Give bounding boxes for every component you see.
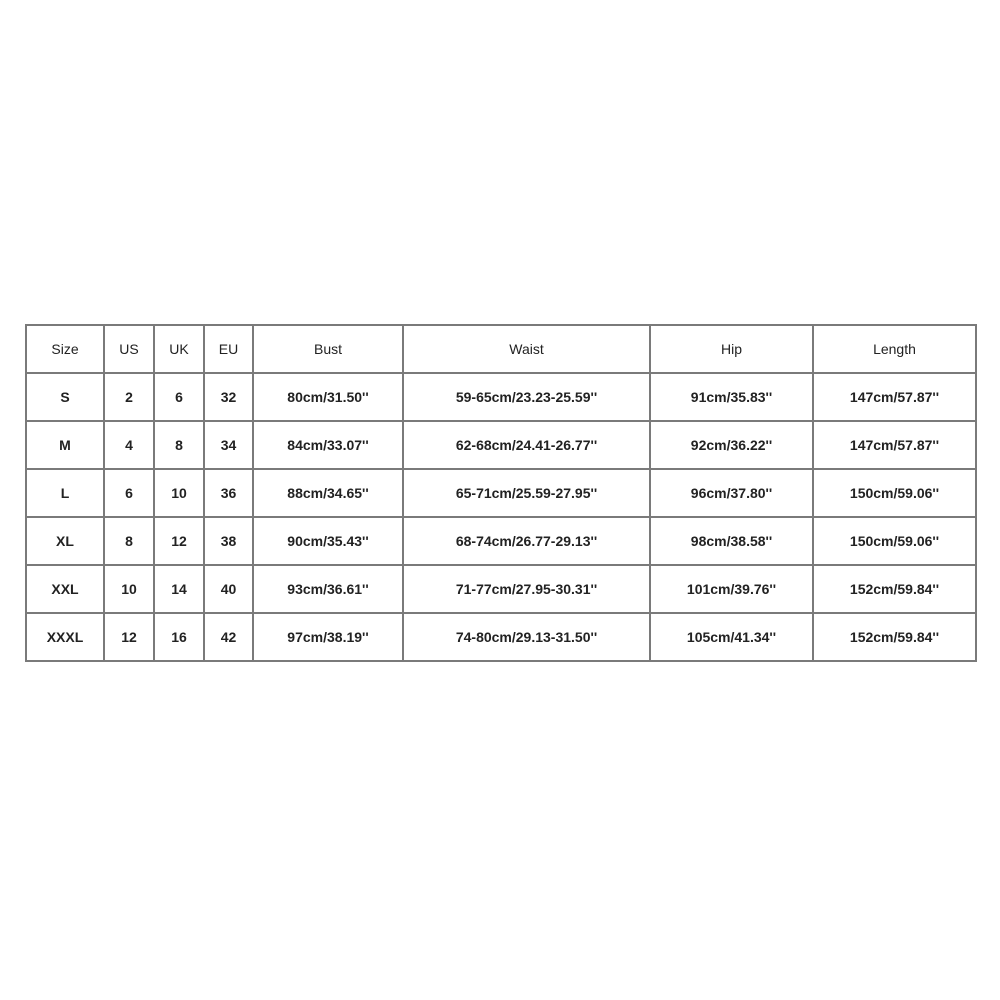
cell-length: 147cm/57.87''	[813, 421, 976, 469]
cell-bust: 80cm/31.50''	[253, 373, 403, 421]
cell-eu: 42	[204, 613, 253, 661]
cell-us: 10	[104, 565, 154, 613]
cell-hip: 101cm/39.76''	[650, 565, 813, 613]
header-cell-waist: Waist	[403, 325, 650, 373]
cell-bust: 88cm/34.65''	[253, 469, 403, 517]
cell-eu: 38	[204, 517, 253, 565]
cell-length: 152cm/59.84''	[813, 565, 976, 613]
cell-bust: 93cm/36.61''	[253, 565, 403, 613]
cell-hip: 91cm/35.83''	[650, 373, 813, 421]
cell-length: 150cm/59.06''	[813, 469, 976, 517]
cell-length: 147cm/57.87''	[813, 373, 976, 421]
cell-us: 12	[104, 613, 154, 661]
cell-uk: 10	[154, 469, 204, 517]
cell-us: 2	[104, 373, 154, 421]
cell-waist: 71-77cm/27.95-30.31''	[403, 565, 650, 613]
cell-uk: 16	[154, 613, 204, 661]
table-row	[26, 469, 976, 517]
cell-bust: 97cm/38.19''	[253, 613, 403, 661]
table-row	[26, 421, 976, 469]
cell-bust: 90cm/35.43''	[253, 517, 403, 565]
cell-size: XXL	[26, 565, 104, 613]
header-cell-us: US	[104, 325, 154, 373]
cell-us: 8	[104, 517, 154, 565]
cell-us: 6	[104, 469, 154, 517]
header-cell-bust: Bust	[253, 325, 403, 373]
cell-hip: 92cm/36.22''	[650, 421, 813, 469]
cell-uk: 6	[154, 373, 204, 421]
cell-waist: 74-80cm/29.13-31.50''	[403, 613, 650, 661]
cell-size: M	[26, 421, 104, 469]
table-row	[26, 613, 976, 661]
cell-size: S	[26, 373, 104, 421]
cell-size: XL	[26, 517, 104, 565]
header-cell-size: Size	[26, 325, 104, 373]
header-cell-hip: Hip	[650, 325, 813, 373]
cell-size: L	[26, 469, 104, 517]
cell-length: 152cm/59.84''	[813, 613, 976, 661]
header-cell-uk: UK	[154, 325, 204, 373]
header-cell-eu: EU	[204, 325, 253, 373]
table-row	[26, 517, 976, 565]
header-cell-length: Length	[813, 325, 976, 373]
cell-waist: 65-71cm/25.59-27.95''	[403, 469, 650, 517]
cell-waist: 68-74cm/26.77-29.13''	[403, 517, 650, 565]
cell-eu: 32	[204, 373, 253, 421]
cell-hip: 98cm/38.58''	[650, 517, 813, 565]
cell-size: XXXL	[26, 613, 104, 661]
cell-eu: 34	[204, 421, 253, 469]
table-row	[26, 373, 976, 421]
cell-hip: 96cm/37.80''	[650, 469, 813, 517]
cell-bust: 84cm/33.07''	[253, 421, 403, 469]
header-row	[26, 325, 976, 373]
cell-uk: 12	[154, 517, 204, 565]
cell-eu: 40	[204, 565, 253, 613]
cell-us: 4	[104, 421, 154, 469]
cell-hip: 105cm/41.34''	[650, 613, 813, 661]
cell-length: 150cm/59.06''	[813, 517, 976, 565]
cell-uk: 14	[154, 565, 204, 613]
table-row	[26, 565, 976, 613]
cell-waist: 62-68cm/24.41-26.77''	[403, 421, 650, 469]
cell-waist: 59-65cm/23.23-25.59''	[403, 373, 650, 421]
cell-eu: 36	[204, 469, 253, 517]
cell-uk: 8	[154, 421, 204, 469]
size-chart-table	[25, 324, 977, 662]
